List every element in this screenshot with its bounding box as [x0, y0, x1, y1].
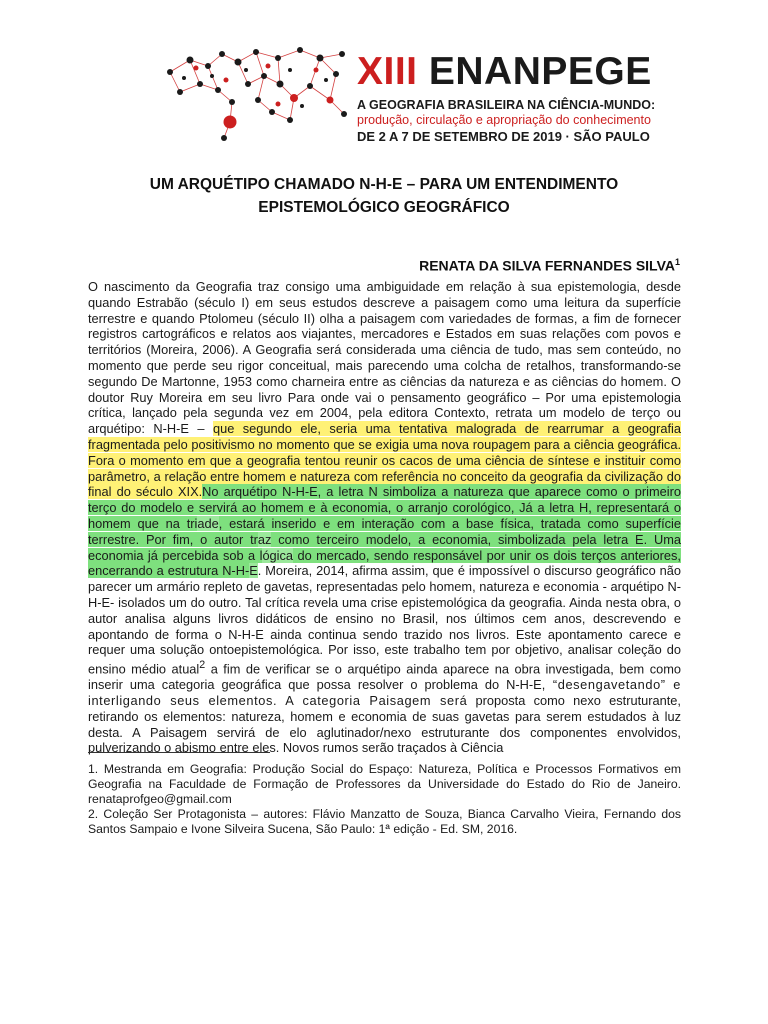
green-highlight: , estará inserido e em interação com a base física, tratada como superfície terrestre. Por fim, o autor tr: [88, 515, 681, 547]
green-highlight: No arquétipo N-H-E, a letra N simboliza a natureza que aparece como o primeiro terço do modelo e servirá ao homem e à economia, o arranjo corológico, Já a letra H, representará o homem que na tri: [88, 484, 681, 531]
footnote-ref-2: 2: [199, 659, 206, 672]
tracked-text-segment: “desengavetando” e interligando seus elementos. A categoria Paisagem será: [88, 677, 681, 708]
paper-title-line-2: EPISTEMOLÓGICO GEOGRÁFICO: [258, 199, 510, 216]
paper-title-line-1: UM ARQUÉTIPO CHAMADO N-H-E – PARA UM ENTENDIMENTO: [149, 176, 619, 193]
text-segment: O nascimento da Geografia traz consigo uma ambiguidade em relação à sua epistemologia, desde quando Estrabão (século I) em seus estudos descreve a paisagem como uma leitura da superfície terrestre e quando Ptolomeu (século II) olha a paisagem com variedades de formas, a fim de fornecer registros cartográficos e relatos aos viajantes, mercadores e Estados em suas relações com povos e territórios (Moreira, 2006). A Geografia será considerada uma ciência de tudo, mas sem conteúdo, no momento que perde seu rigor conceitual, mais parecendo uma colcha de retalhos, transformando-se segundo De Martonne, 1953 como charneira entre as ciências da natureza e as ciências do homem. O doutor Ruy Moreira em seu livro Para onde vai o pensamento geográfico – Por uma epistemologia crítica, lançado pela segunda vez em 2004, pela editora Contexto, retrata um modelo de terço ou arquétipo: N-H-E –: [88, 279, 681, 437]
footnote-2: 2. Coleção Ser Protagonista – autores: Flávio Manzatto de Souza, Bianca Carvalho Vieira, Fernando dos Santos Sampaio e Ivone Silveira Sucena, São Paulo: 1ª edição - Ed. SM, 2016.: [88, 807, 681, 836]
conference-brand: [357, 52, 657, 145]
paper-author: [88, 252, 680, 276]
conference-header: [0, 0, 768, 165]
green-highlight: do mercado, sendo responsável por unir os dois terços anteriores, encerrando a estrutura N-H-: [88, 547, 681, 579]
paper-title: [88, 173, 680, 219]
author-footnote-mark: 1: [674, 257, 680, 267]
green-highlight-alt: ade: [197, 515, 219, 531]
yellow-highlight: que segundo ele, seria uma tentativa malograda de rearrumar a geografia fragmentada pelo positivismo no momento que se exigia uma nova roupagem para a ciência geográfica. Fora o momento em que a geografia tentou reunir os cacos de uma ciência de síntese e instituir como parâmetro, a relação entre homem e natureza com referência no conceito da geografia da civilização do final do século XIX.: [88, 421, 682, 500]
green-highlight: como terceiro modelo, a economia, simbolizada pela letra E. Uma economia já percebida sob a l: [88, 531, 681, 563]
conference-name: ENANPEGE: [428, 50, 652, 93]
conference-title: [357, 52, 657, 92]
footnote-divider: [88, 752, 270, 753]
text-segment: proposta como nexo estruturante, retirando os elementos: natureza, homem e economia de suas gavetas para serem estudados à luz desta. A Paisagem servirá de elo aglutinador/nexo estruturante dos componentes envolvidos, pulverizando o abismo entre eles. Novos rumos serão traçados à Ciência: [88, 692, 681, 756]
footnote-1: 1. Mestranda em Geografia: Produção Social do Espaço: Natureza, Política e Processos Formativos em Geografia na Faculdade de Formação de Professores da Universidade do Estado do Rio de Janeiro. renataprofgeo@gmail.com: [88, 762, 681, 806]
conference-subtheme: produção, circulação e apropriação do conhecimento: [357, 113, 651, 127]
conference-edition: XIII: [357, 50, 418, 93]
green-highlight-alt: E: [249, 563, 258, 579]
green-highlight-alt: az: [257, 531, 272, 547]
text-segment: a fim de verificar se o arquétipo ainda aparece na obra investigada, bem como inserir uma categoria geográfica que possa resolver o problema do N-H-E,: [88, 661, 681, 693]
green-highlight-alt: ógica: [262, 547, 294, 563]
body-paragraph: [88, 279, 681, 756]
footnotes: [88, 762, 681, 837]
conference-dates: DE 2 A 7 DE SETEMBRO DE 2019 · SÃO PAULO: [357, 129, 650, 144]
conference-theme: A GEOGRAFIA BRASILEIRA NA CIÊNCIA-MUNDO:: [357, 98, 656, 112]
author-name: RENATA DA SILVA FERNANDES SILVA: [419, 257, 675, 274]
text-segment: . Moreira, 2014, afirma assim, que é impossível o discurso geográfico não parecer um armário repleto de gavetas, representadas pelo homem, natureza e economia - arquétipo N-H-E- isolados um do outro. Tal crítica revela uma crise epistemológica da geografia. Ainda nesta obra, o autor analisa alguns livros didáticos de ensino no Brasil, nos últimos cem anos, descrevendo e apontando de forma o N-H-E ainda continua sendo trazido nos livros. Este apontamento carece e requer uma solução ontoepistemológica. Por isso, este trabalho tem por objetivo, analisar coleção do ensino médio atual: [88, 563, 681, 677]
network-map-icon: [160, 40, 355, 150]
